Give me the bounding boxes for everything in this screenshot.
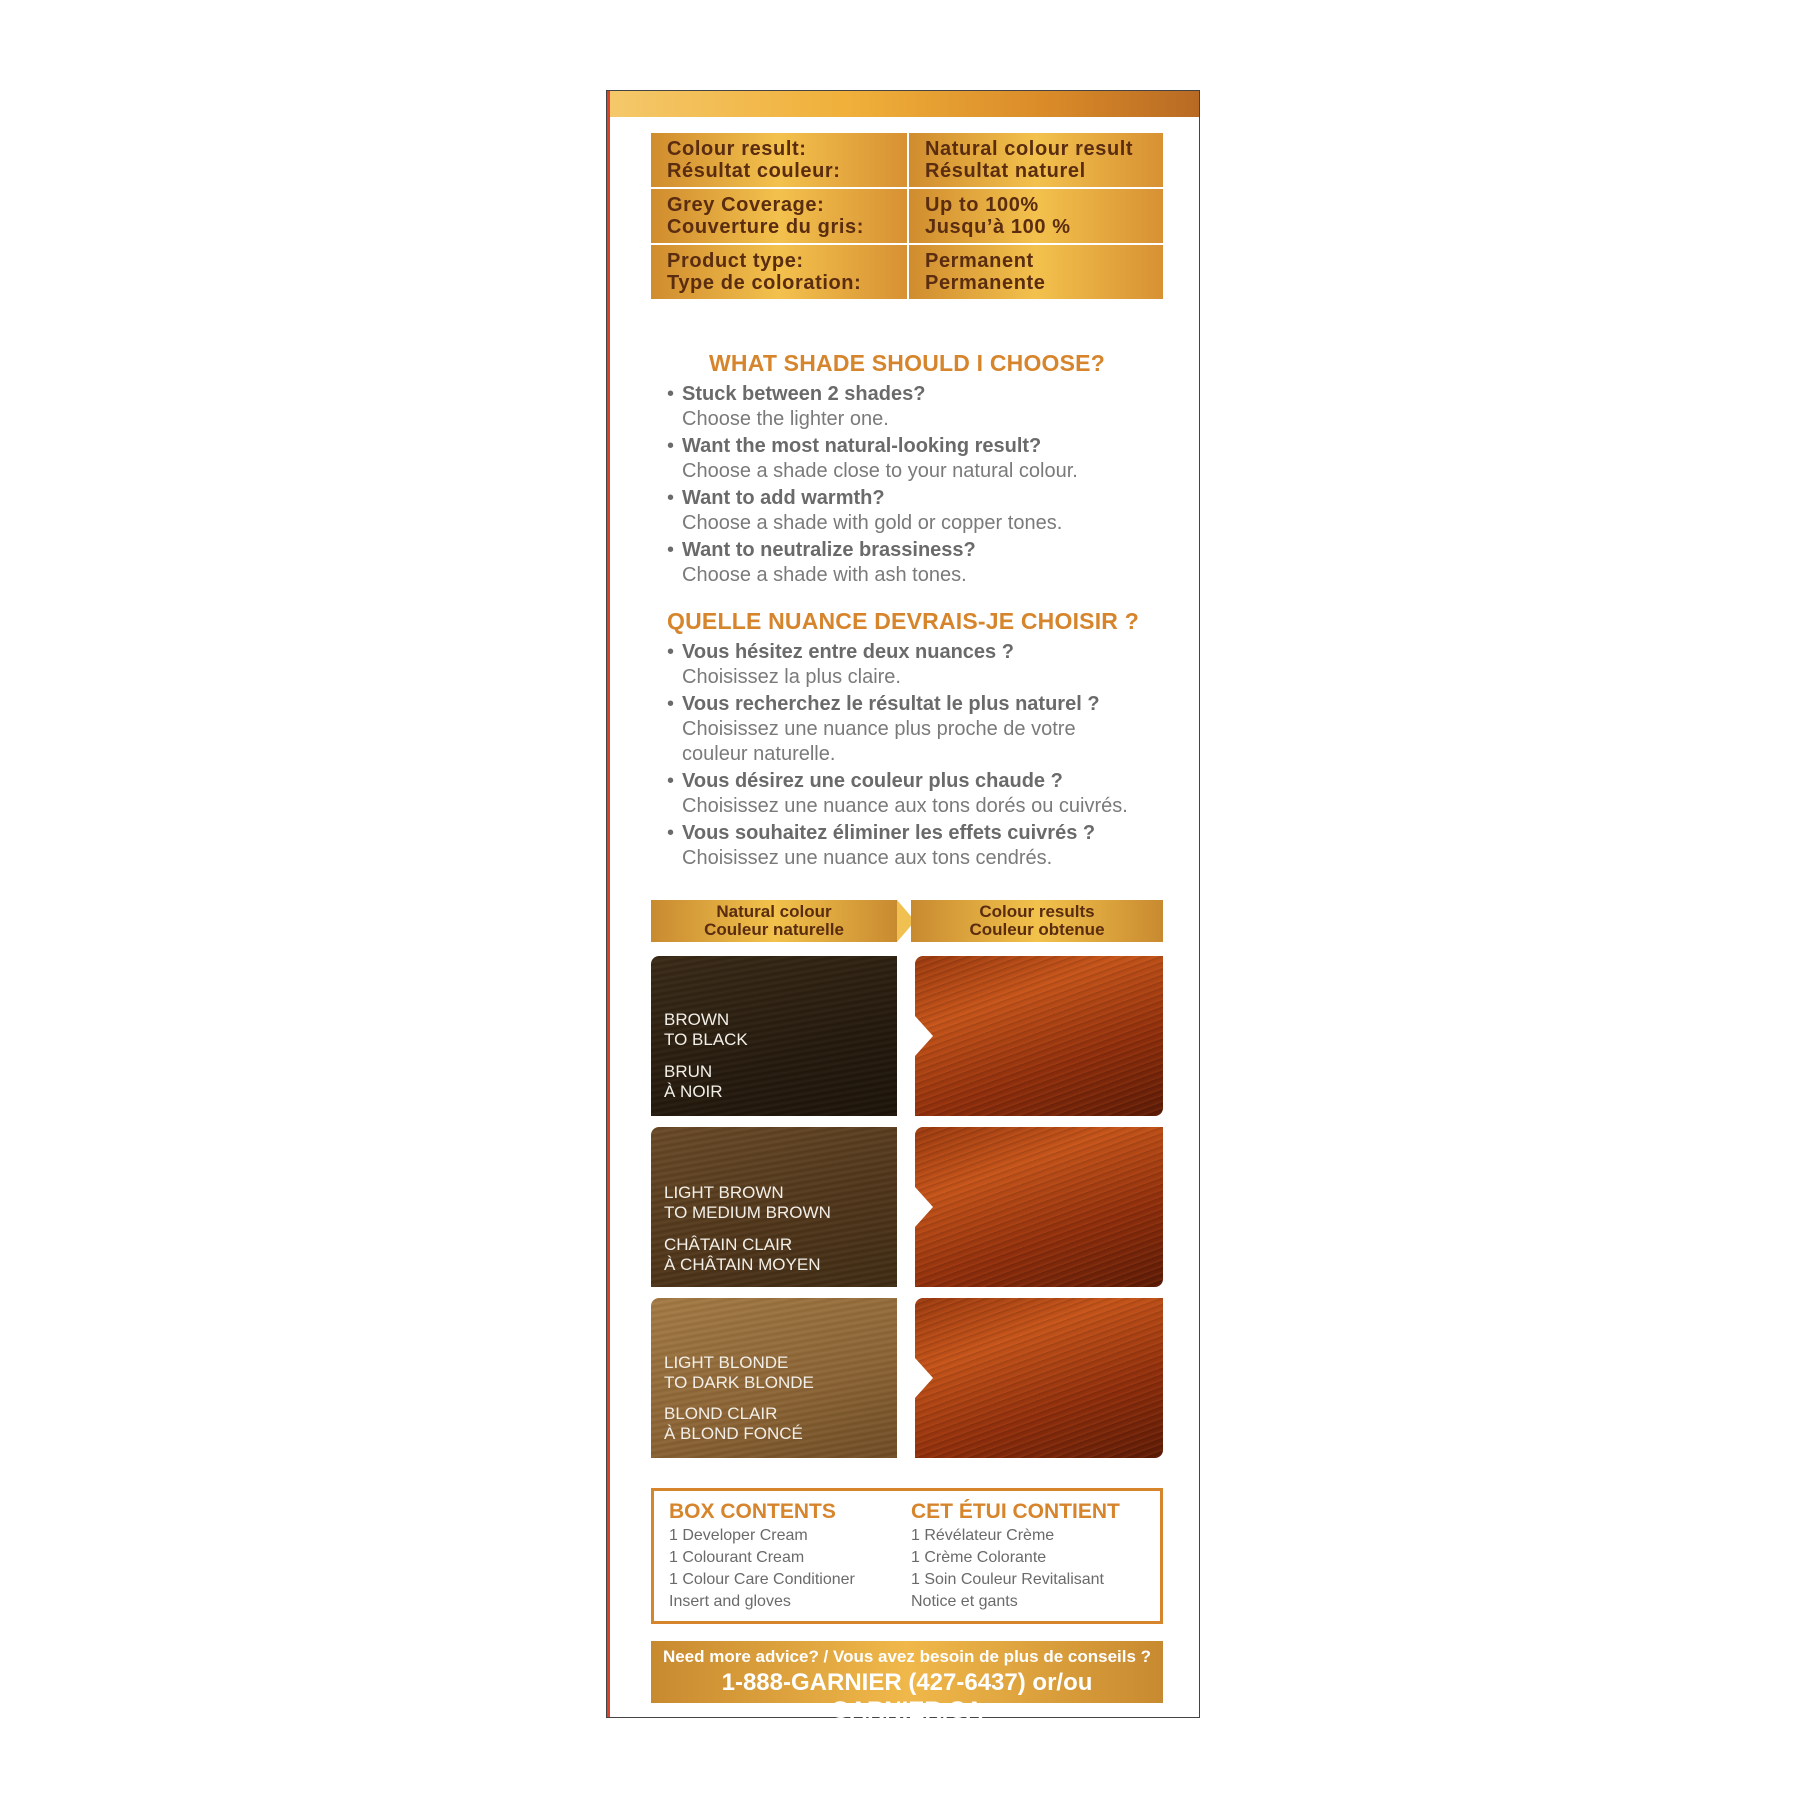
box-contents-title-fr: CET ÉTUI CONTIENT (911, 1500, 1120, 1523)
list-item (667, 691, 1147, 767)
swatch-notch-arrow-icon (915, 1187, 933, 1227)
list-item (667, 768, 1147, 819)
swatch-label-en: BROWN TO BLACK (664, 1010, 748, 1049)
result-hair-swatch (915, 1127, 1163, 1287)
box-contents (651, 1488, 1163, 1624)
info-label (651, 133, 907, 187)
list-item (667, 433, 1147, 484)
label-fr: Résultat couleur: (667, 160, 841, 182)
label-fr: Couverture du gris: (667, 216, 864, 238)
swatch-row-light-to-medium-brown (651, 1127, 1163, 1287)
colour-results-fr: Couleur obtenue (969, 920, 1105, 939)
list-item: 1 Colourant Cream (669, 1549, 805, 1566)
label-en: Product type: (667, 250, 804, 272)
natural-colour-en: Natural colour (716, 902, 832, 921)
info-row-product-type (651, 245, 1163, 299)
swatch-notch-arrow-icon (915, 1358, 933, 1398)
list-item: 1 Révélateur Crème (911, 1527, 1055, 1544)
answer-text: Choisissez une nuance aux tons cendrés. (682, 847, 1053, 869)
list-item (667, 485, 1147, 536)
value-fr: Permanente (925, 272, 1046, 294)
swatch-label-fr: BLOND CLAIR À BLOND FONCÉ (664, 1404, 803, 1443)
info-row-grey-coverage (651, 189, 1163, 243)
shade-guide-french (667, 607, 1147, 872)
question-text: Want the most natural-looking result? (682, 435, 1042, 457)
bullet-icon: • (667, 383, 675, 405)
red-edge-stripe (607, 91, 610, 1717)
info-value (909, 133, 1163, 187)
answer-text: Choisissez la plus claire. (682, 666, 901, 688)
question-text: Vous souhaitez éliminer les effets cuivrés ? (682, 822, 1096, 844)
advice-contact: 1-888-GARNIER (427-6437) or/ou GARNIER.CA (721, 1669, 1093, 1724)
shade-question-list-en (667, 381, 1147, 588)
colour-comparison-header (651, 900, 1163, 942)
value-fr: Jusqu’à 100 % (925, 216, 1071, 238)
result-hair-swatch (915, 1298, 1163, 1458)
info-label (651, 189, 907, 243)
advice-banner (651, 1641, 1163, 1724)
bullet-icon: • (667, 435, 675, 457)
info-row-colour-result (651, 133, 1163, 187)
value-fr: Résultat naturel (925, 160, 1086, 182)
natural-hair-swatch (651, 956, 897, 1116)
answer-text: Choisissez une nuance plus proche de votre couleur naturelle. (682, 718, 1076, 765)
bullet-icon: • (667, 487, 675, 509)
bullet-icon: • (667, 539, 675, 561)
product-back-panel (606, 90, 1200, 1724)
colour-results-header (911, 900, 1163, 942)
swatch-notch-arrow-icon (915, 1016, 933, 1056)
bullet-icon: • (667, 693, 675, 715)
shade-guide-title-en: WHAT SHADE SHOULD I CHOOSE? (709, 350, 1105, 376)
bullet-icon: • (667, 641, 675, 663)
swatch-label-en: LIGHT BLONDE TO DARK BLONDE (664, 1353, 814, 1392)
question-text: Want to neutralize brassiness? (682, 539, 976, 561)
label-en: Grey Coverage: (667, 194, 825, 216)
advice-text: Need more advice? / Vous avez besoin de plus de conseils ? (662, 1647, 1152, 1666)
answer-text: Choose a shade close to your natural colour. (682, 460, 1078, 482)
answer-text: Choose the lighter one. (682, 408, 889, 430)
shade-guide-english (667, 349, 1147, 589)
value-en: Permanent (925, 250, 1034, 272)
list-item: 1 Colour Care Conditioner (669, 1571, 855, 1588)
answer-text: Choose a shade with gold or copper tones. (682, 512, 1063, 534)
list-item (667, 381, 1147, 432)
question-text: Vous hésitez entre deux nuances ? (682, 641, 1014, 663)
info-value (909, 245, 1163, 299)
swatch-row-light-to-dark-blonde (651, 1298, 1163, 1458)
box-contents-fr (911, 1499, 1120, 1613)
question-text: Want to add warmth? (682, 487, 885, 509)
natural-hair-swatch (651, 1298, 897, 1458)
list-item: 1 Soin Couleur Revitalisant (911, 1571, 1104, 1588)
list-item: 1 Crème Colorante (911, 1549, 1047, 1566)
question-text: Vous recherchez le résultat le plus naturel ? (682, 693, 1100, 715)
list-item (667, 820, 1147, 871)
box-contents-title-en: BOX CONTENTS (669, 1500, 836, 1523)
list-item: Insert and gloves (669, 1593, 791, 1610)
answer-text: Choisissez une nuance aux tons dorés ou cuivrés. (682, 795, 1128, 817)
swatch-label-en: LIGHT BROWN TO MEDIUM BROWN (664, 1183, 831, 1222)
list-item (667, 537, 1147, 588)
natural-colour-header (651, 900, 897, 942)
label-en: Colour result: (667, 138, 807, 160)
result-hair-swatch (915, 956, 1163, 1116)
natural-colour-fr: Couleur naturelle (704, 920, 844, 939)
list-item (667, 639, 1147, 690)
value-en: Natural colour result (925, 138, 1134, 160)
shade-question-list-fr (667, 639, 1147, 871)
top-gold-bar (610, 91, 1199, 117)
list-item: 1 Developer Cream (669, 1527, 808, 1544)
colour-results-en: Colour results (979, 902, 1095, 921)
info-label (651, 245, 907, 299)
swatch-row-brown-to-black (651, 956, 1163, 1116)
list-item: Notice et gants (911, 1593, 1018, 1610)
question-text: Stuck between 2 shades? (682, 383, 926, 405)
shade-guide-title-fr: QUELLE NUANCE DEVRAIS-JE CHOISIR ? (667, 608, 1139, 634)
label-fr: Type de coloration: (667, 272, 862, 294)
bullet-icon: • (667, 822, 675, 844)
question-text: Vous désirez une couleur plus chaude ? (682, 770, 1063, 792)
answer-text: Choose a shade with ash tones. (682, 564, 967, 586)
info-value (909, 189, 1163, 243)
swatch-label-fr: CHÂTAIN CLAIR À CHÂTAIN MOYEN (664, 1235, 821, 1274)
box-contents-en (669, 1499, 855, 1613)
swatch-label-fr: BRUN À NOIR (664, 1062, 723, 1101)
bullet-icon: • (667, 770, 675, 792)
value-en: Up to 100% (925, 194, 1039, 216)
natural-hair-swatch (651, 1127, 897, 1287)
product-info-table (651, 133, 1163, 301)
